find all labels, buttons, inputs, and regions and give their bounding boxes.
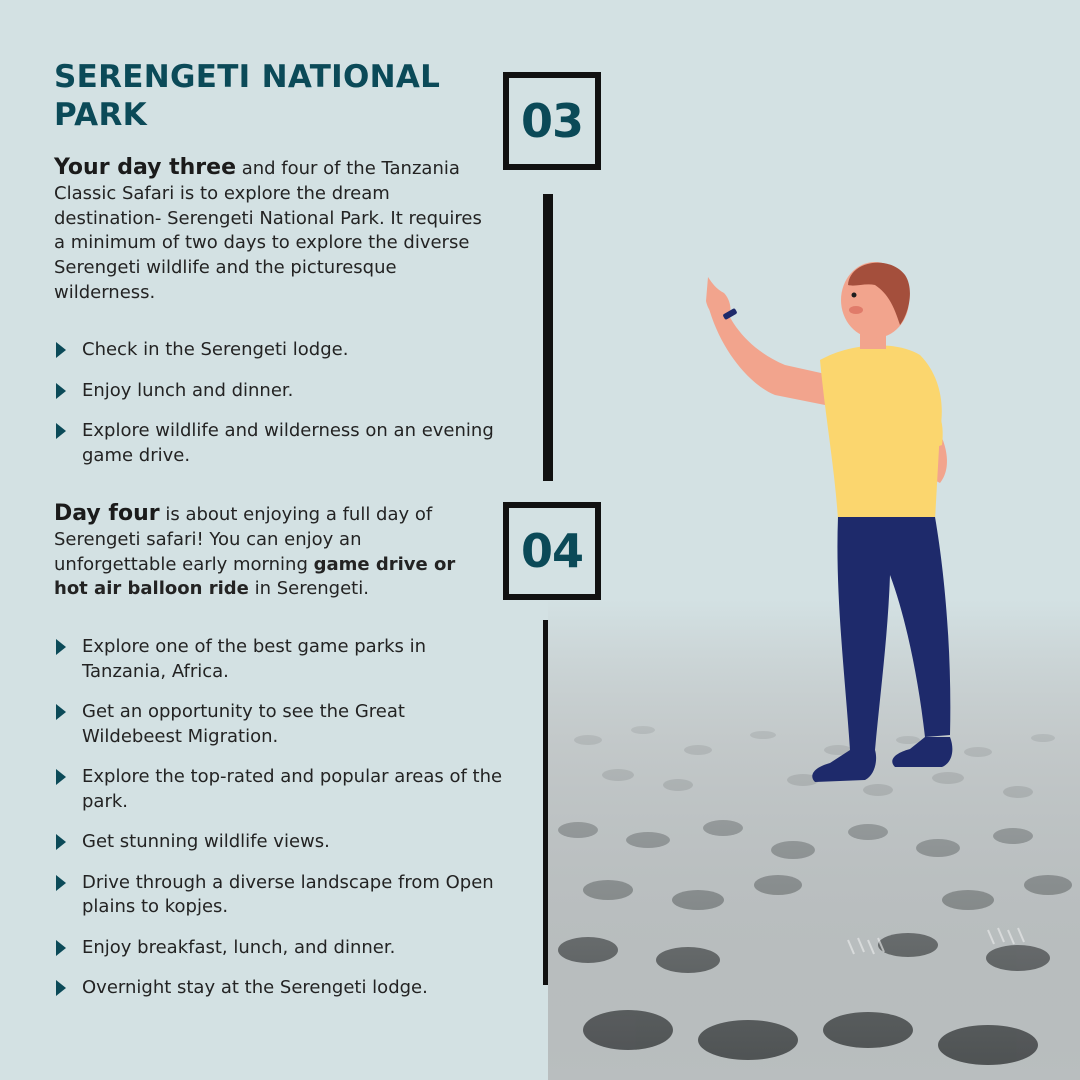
day-three-description xyxy=(54,156,484,306)
bullet-arrow-icon xyxy=(56,875,66,891)
list-item-text: Check in the Serengeti lodge. xyxy=(82,339,349,360)
day-four-list xyxy=(54,635,504,1001)
bullet-arrow-icon xyxy=(56,980,66,996)
list-item-text: Get an opportunity to see the Great Wildebeest Migration. xyxy=(82,701,405,747)
day-three-lead: Your day three xyxy=(54,155,236,180)
day-four-text-b: in Serengeti. xyxy=(248,578,369,600)
day-three-list xyxy=(54,338,504,468)
list-item xyxy=(54,635,504,684)
list-item-text: Enjoy breakfast, lunch, and dinner. xyxy=(82,936,396,958)
list-item xyxy=(54,765,504,814)
day-four-text-a: is about enjoying a full day of Serengeti safari! You can enjoy an unforgettable early morning xyxy=(54,504,433,575)
bullet-arrow-icon xyxy=(56,423,66,439)
list-item-text: Drive through a diverse landscape from Open plains to kopjes. xyxy=(82,871,494,917)
list-item xyxy=(54,936,504,961)
bullet-arrow-icon xyxy=(56,383,66,399)
list-item-text: Explore wildlife and wilderness on an evening game drive. xyxy=(82,420,494,466)
list-item xyxy=(54,871,504,920)
day-four-description xyxy=(54,502,484,602)
list-item-text: Explore the top-rated and popular areas of the park. xyxy=(82,766,503,812)
list-item xyxy=(54,830,504,855)
list-item xyxy=(54,379,504,404)
bullet-arrow-icon xyxy=(56,769,66,785)
page-title: SERENGETI NATIONAL PARK xyxy=(54,59,441,133)
day-three-text: and four of the Tanzania Classic Safari is to explore the dream destination- Serengeti National Park. It requires a minimum of two days to explore the diverse Serengeti wildlife and the picturesque wilderness. xyxy=(54,158,482,303)
list-item xyxy=(54,700,504,749)
list-item xyxy=(54,976,504,1001)
list-item-text: Explore one of the best game parks in Tanzania, Africa. xyxy=(82,636,427,682)
list-item-text: Overnight stay at the Serengeti lodge. xyxy=(82,977,428,998)
bullet-arrow-icon xyxy=(56,704,66,720)
list-item xyxy=(54,338,504,363)
list-item-text: Enjoy lunch and dinner. xyxy=(82,379,294,401)
day-03-badge: 03 xyxy=(503,72,601,170)
bullet-arrow-icon xyxy=(56,342,66,358)
bullet-arrow-icon xyxy=(56,940,66,956)
day-four-bold-text: game drive or hot air balloon ride xyxy=(54,553,456,600)
list-item-text: Get stunning wildlife views. xyxy=(82,831,330,852)
list-item xyxy=(54,419,504,468)
timeline-line-1 xyxy=(543,194,553,481)
man-pointing-up-illustration xyxy=(690,255,980,795)
day-four-lead: Day four xyxy=(54,501,160,526)
day-04-badge: 04 xyxy=(503,502,601,600)
bullet-arrow-icon xyxy=(56,834,66,850)
bullet-arrow-icon xyxy=(56,639,66,655)
